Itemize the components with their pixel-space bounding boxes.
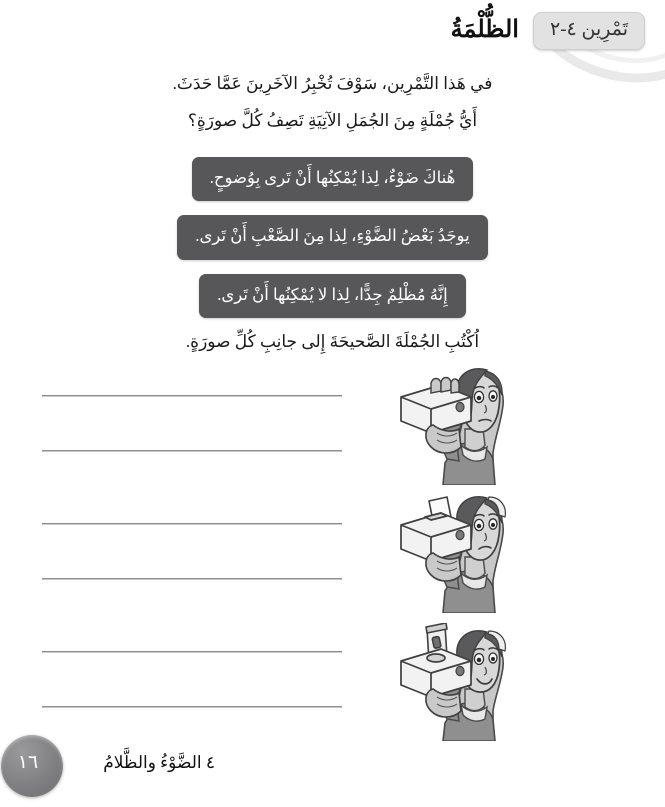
page-footer: [0, 729, 665, 789]
work-area: [0, 365, 665, 745]
work-row: [0, 493, 665, 619]
illustration-girl-closed-box: [395, 367, 515, 485]
sentence-option-2[interactable]: يوجَدُ بَعْضُ الضَّوْءِ، لِذا مِنَ الصَّعْبِ أَنْ تَرى.: [177, 215, 487, 259]
answer-line[interactable]: [42, 651, 342, 653]
answer-line[interactable]: [42, 706, 342, 708]
answer-line[interactable]: [42, 578, 342, 580]
page-header: [20, 12, 645, 50]
answer-lines-group-2: [42, 523, 342, 580]
task-instruction: اُكْتُبِ الجُمْلَةَ الصَّحيحَةَ إِلى جانِبِ كُلِّ صورَةٍ.: [185, 332, 480, 351]
sentence-option-3[interactable]: إِنَّهُ مُظْلِمٌ جِدًّا، لِذا لا يُمْكِنُها أَنْ تَرى.: [199, 274, 465, 318]
footer-chapter-title: ٤ الضَّوْءُ والظَّلامُ: [103, 753, 215, 772]
answer-lines-group-1: [42, 395, 342, 452]
exercise-number-badge: تَمْرِين ٤-٢: [533, 12, 645, 50]
page-number: ١٦: [17, 751, 39, 773]
intro-text-block: [20, 68, 645, 143]
answer-line[interactable]: [42, 450, 342, 452]
illustration-girl-box-with-flashlight: [395, 623, 515, 741]
page-number-badge: [1, 735, 63, 797]
answer-lines-group-3: [42, 651, 342, 708]
page-title: الظُّلْمَةُ: [450, 17, 519, 44]
sentence-option-1[interactable]: هُناكَ ضَوْءٌ، لِذا يُمْكِنُها أَنْ تَرى بِوُضوحٍ.: [192, 157, 474, 201]
intro-line-1: في هَذا التَّمْرِين، سَوْفَ تُخْبِرُ الآخَرِينَ عَمَّا حَدَثَ.: [172, 74, 493, 93]
answer-line[interactable]: [42, 523, 342, 525]
work-row: [0, 365, 665, 491]
intro-line-2: أَيُّ جُمْلَةٍ مِنَ الجُمَلِ الآتِيَةِ تَصِفُ كُلَّ صورَةٍ؟: [187, 111, 478, 131]
illustration-girl-box-open-flap: [395, 495, 515, 613]
answer-line[interactable]: [42, 395, 342, 397]
sentence-options-list: [0, 157, 665, 318]
